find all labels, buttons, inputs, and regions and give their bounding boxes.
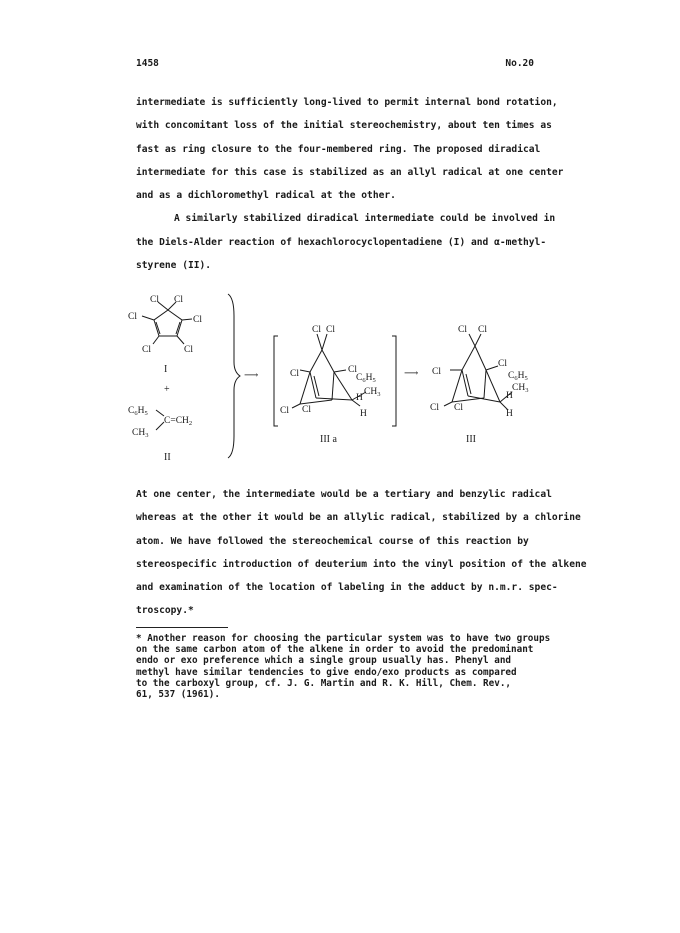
bicyclic-structure-III <box>444 334 512 410</box>
atom-label: Cl <box>290 369 299 379</box>
curly-brace <box>228 294 240 458</box>
text-line: stereospecific introduction of deuterium into the vinyl position of the alkene <box>136 558 587 570</box>
atom-label: Cl <box>312 325 321 335</box>
atom-label: Cl <box>432 367 441 377</box>
plus-sign: + <box>164 384 170 395</box>
atom-label: Cl <box>302 405 311 415</box>
atom-label: $C_6H_5$ <box>128 406 148 417</box>
atom-label: H <box>360 409 367 419</box>
atom-label: H <box>506 409 513 419</box>
footnote-line: 61, 537 (1961). <box>136 689 220 701</box>
atom-label: Cl <box>430 403 439 413</box>
atom-label: Cl <box>454 403 463 413</box>
text-line: whereas at the other it would be an allylic radical, stabilized by a chlorine <box>136 512 581 524</box>
atom-label: Cl <box>280 406 289 416</box>
reaction-arrow: ⟶ <box>244 370 259 381</box>
compound-label-III: III <box>466 434 476 445</box>
compound-label-I: I <box>164 364 168 375</box>
footnote <box>136 633 566 700</box>
footnote-line: * Another reason for choosing the particular system was to have two groups <box>136 633 551 644</box>
page-number: 1458 <box>136 58 159 69</box>
text-line: the Diels-Alder reaction of hexachlorocyclopentadiene (I) and α-methyl- <box>136 236 547 248</box>
issue-number: No.20 <box>505 58 534 69</box>
atom-label: $CH_3$ <box>512 383 529 394</box>
atom-label: H <box>356 393 363 403</box>
compound-label-II: II <box>164 452 171 463</box>
footnote-line: methyl have similar tendencies to give endo/exo products as compared <box>136 666 517 678</box>
text-line: intermediate for this case is stabilized as an allyl radical at one center <box>136 166 564 178</box>
atom-label: Cl <box>326 325 335 335</box>
text-line: and examination of the location of labeling in the adduct by n.m.r. spec- <box>136 582 558 594</box>
text-line: A similarly stabilized diradical intermediate could be involved in <box>174 213 556 225</box>
atom-label: Cl <box>478 325 487 335</box>
reaction-arrow: ⟶ <box>404 368 419 379</box>
atom-label: Cl <box>128 312 137 322</box>
atom-label: $C_6H_5$ <box>508 371 528 382</box>
text-line: troscopy.* <box>136 605 194 617</box>
atom-label: $C=CH_2$ <box>164 416 193 427</box>
footnote-rule <box>136 627 228 628</box>
footnote-line: on the same carbon atom of the alkene in order to avoid the predominant <box>136 644 534 656</box>
text-line: styrene (II). <box>136 260 212 272</box>
text-line: At one center, the intermediate would be a tertiary and benzylic radical <box>136 489 552 500</box>
atom-label: $CH_3$ <box>132 428 149 439</box>
atom-label: $C_6H_5$ <box>356 373 376 384</box>
footnote-line: to the carboxyl group, cf. J. G. Martin and R. K. Hill, Chem. Rev., <box>136 677 512 689</box>
text-line: atom. We have followed the stereochemical course of this reaction by <box>136 535 529 547</box>
atom-label: $CH_3$ <box>364 387 381 398</box>
footnote-line: endo or exo preference which a single group usually has. Phenyl and <box>136 655 512 667</box>
atom-label: Cl <box>142 345 151 355</box>
atom-label: Cl <box>150 295 159 305</box>
compound-label-IIIa: III a <box>320 434 337 445</box>
text-line: intermediate is sufficiently long-lived to permit internal bond rotation, <box>136 97 558 108</box>
atom-label: Cl <box>184 345 193 355</box>
atom-label: Cl <box>498 359 507 369</box>
cyclopentadiene-ring <box>154 310 182 336</box>
atom-label: Cl <box>193 315 202 325</box>
atom-label: Cl <box>458 325 467 335</box>
text-line: with concomitant loss of the initial stereochemistry, about ten times as <box>136 120 552 132</box>
text-line: fast as ring closure to the four-membered ring. The proposed diradical <box>136 143 541 155</box>
atom-label: H <box>506 391 513 401</box>
body-paragraph-2 <box>136 489 587 629</box>
atom-label: Cl <box>348 365 357 375</box>
reaction-scheme <box>120 286 540 466</box>
text-line: and as a dichloromethyl radical at the other. <box>136 190 396 202</box>
body-paragraph-1 <box>136 97 564 283</box>
atom-label: Cl <box>174 295 183 305</box>
